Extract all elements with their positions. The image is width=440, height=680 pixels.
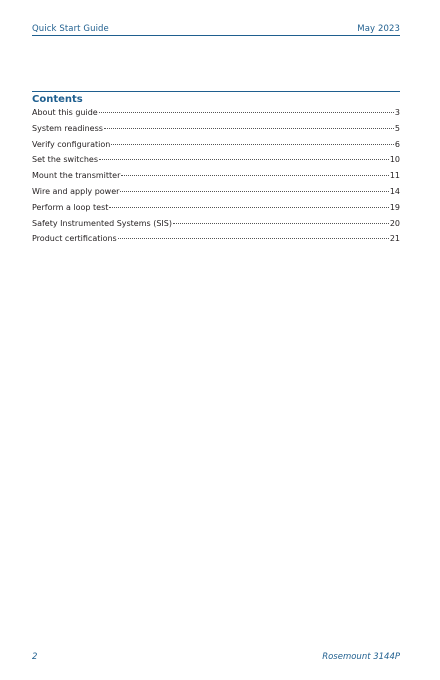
toc-entry-label: Set the switches	[32, 155, 98, 165]
page-header	[32, 23, 400, 35]
toc-entry-page: 14	[389, 186, 400, 196]
toc-leader-dots	[99, 111, 394, 113]
toc-entry-page: 20	[389, 218, 400, 228]
toc-leader-dots	[120, 190, 388, 192]
toc-entry-label: System readiness	[32, 123, 103, 133]
toc-leader-dots	[118, 237, 389, 239]
toc-leader-dots	[109, 206, 388, 208]
page-footer	[32, 652, 400, 662]
toc-entry-sis[interactable]	[32, 219, 400, 235]
toc-entry-label: Perform a loop test	[32, 202, 109, 212]
header-date: May 2023	[357, 24, 400, 34]
toc-entry-set-switches[interactable]	[32, 155, 400, 171]
toc-leader-dots	[111, 143, 394, 145]
toc-entry-about[interactable]	[32, 108, 400, 124]
toc-entry-certifications[interactable]	[32, 234, 400, 250]
toc-entry-page: 11	[389, 171, 400, 181]
toc-entry-label: Safety Instrumented Systems (SIS)	[32, 218, 172, 228]
toc-entry-mount-transmitter[interactable]	[32, 171, 400, 187]
toc-leader-dots	[99, 158, 389, 160]
toc-entry-label: About this guide	[32, 108, 98, 117]
toc-entry-label: Product certifications	[32, 234, 117, 244]
toc-leader-dots	[121, 174, 388, 176]
toc-entry-verify-configuration[interactable]	[32, 140, 400, 156]
header-doc-type: Quick Start Guide	[32, 24, 109, 34]
toc-entry-label: Verify configuration	[32, 139, 111, 149]
toc-entry-page: 6	[394, 139, 400, 149]
toc-entry-page: 19	[389, 202, 400, 212]
contents-divider	[32, 91, 400, 92]
toc-entry-page: 3	[394, 108, 400, 117]
toc-entry-wire-power[interactable]	[32, 187, 400, 203]
toc-entry-system-readiness[interactable]	[32, 124, 400, 140]
toc-leader-dots	[173, 222, 389, 224]
toc-entry-loop-test[interactable]	[32, 203, 400, 219]
footer-product-name: Rosemount 3144P	[322, 652, 400, 662]
toc-entry-page: 21	[389, 234, 400, 244]
table-of-contents	[32, 108, 400, 250]
footer-page-number: 2	[32, 652, 38, 662]
toc-entry-page: 5	[394, 123, 400, 133]
toc-leader-dots	[104, 127, 394, 129]
toc-entry-label: Mount the transmitter	[32, 171, 121, 181]
toc-entry-page: 10	[389, 155, 400, 165]
toc-entry-label: Wire and apply power	[32, 186, 120, 196]
contents-heading: Contents	[32, 94, 83, 105]
header-divider	[32, 35, 400, 36]
